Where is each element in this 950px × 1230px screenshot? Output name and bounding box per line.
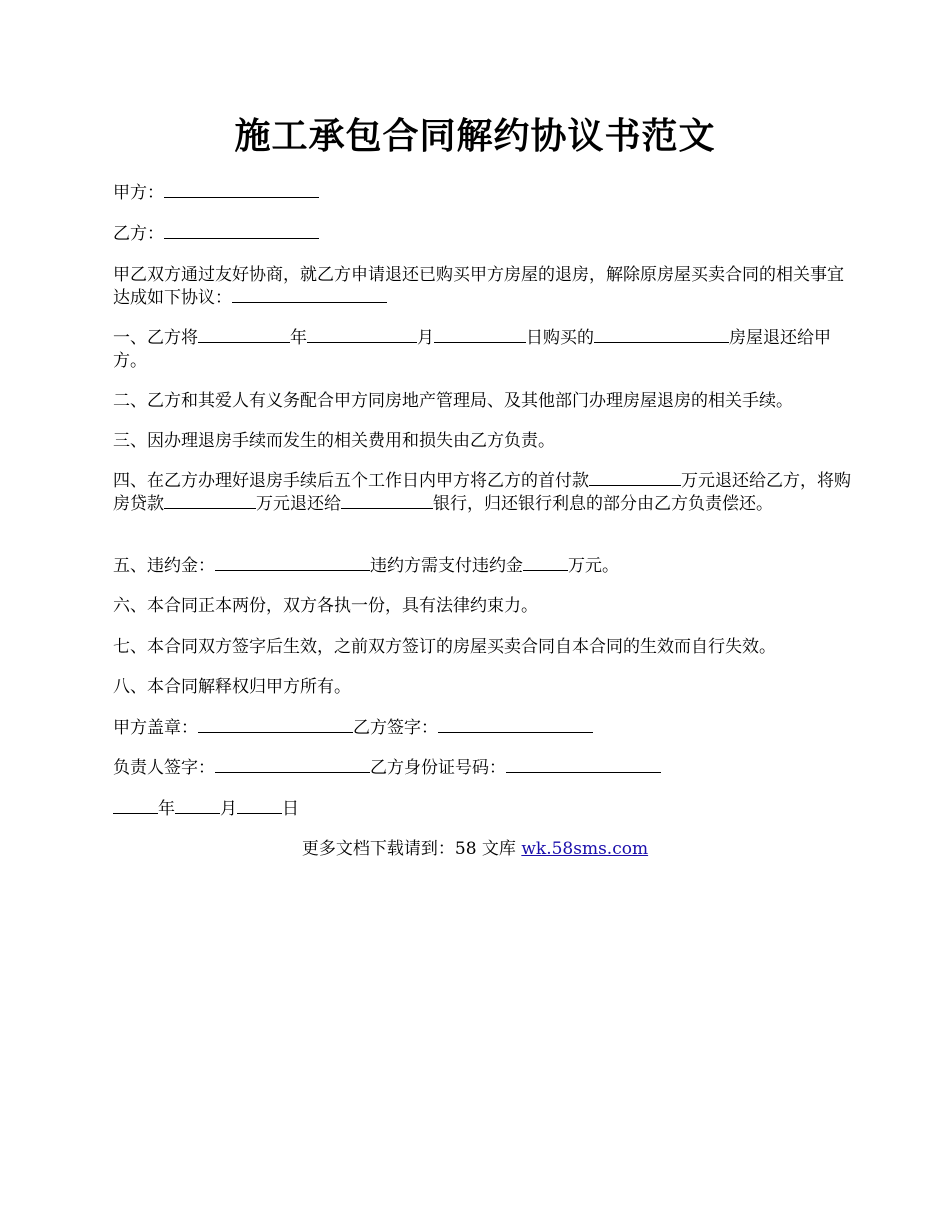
clause-5-amount-blank[interactable] (523, 555, 568, 571)
party-b-line (113, 223, 853, 246)
person-sign-blank[interactable] (215, 757, 370, 773)
clause-1-part-4: 日购买的 (526, 328, 594, 348)
clause-1-year-blank[interactable] (198, 327, 290, 343)
clause-5 (113, 555, 853, 578)
date-month-blank[interactable] (175, 798, 220, 814)
clause-5-part-1: 五、违约金： (113, 556, 215, 576)
clause-4-loan-blank[interactable] (164, 493, 256, 509)
footer-text: 更多文档下载请到：58 文库 (301, 839, 522, 859)
clause-4-downpayment-blank[interactable] (589, 470, 681, 486)
person-sign-label: 负责人签字： (113, 758, 215, 778)
party-a-blank[interactable] (164, 182, 319, 198)
clause-4-part-1: 四、在乙方办理好退房手续后五个工作日内甲方将乙方的首付款 (113, 471, 589, 491)
clause-4 (113, 470, 853, 516)
clause-1-part-1: 一、乙方将 (113, 328, 198, 348)
clause-4-part-4: 银行，归还银行利息的部分由乙方负责偿还。 (433, 494, 773, 514)
clause-5-penalty-blank[interactable] (215, 555, 370, 571)
clause-7: 七、本合同双方签字后生效，之前双方签订的房屋买卖合同自本合同的生效而自行失效。 (113, 637, 776, 657)
party-a-seal-blank[interactable] (198, 717, 353, 733)
date-day-label: 日 (282, 799, 299, 819)
signature-row-2 (113, 757, 853, 780)
intro-paragraph (113, 264, 853, 310)
date-row (113, 798, 853, 821)
intro-text: 甲乙双方通过友好协商，就乙方申请退还已购买甲方房屋的退房，解除原房屋买卖合同的相关事宜达成如下协议： (113, 265, 844, 308)
party-b-blank[interactable] (164, 223, 319, 239)
party-a-label: 甲方： (113, 183, 164, 203)
clause-8: 八、本合同解释权归甲方所有。 (113, 677, 351, 697)
clause-4-part-2: 万元退还给乙方，将购房贷款 (113, 471, 851, 514)
clause-3: 三、因办理退房手续而发生的相关费用和损失由乙方负责。 (113, 431, 555, 451)
date-day-blank[interactable] (237, 798, 282, 814)
clause-5-part-3: 万元。 (568, 556, 619, 576)
party-a-seal-label: 甲方盖章： (113, 718, 198, 738)
party-b-label: 乙方： (113, 224, 164, 244)
party-b-sign-label: 乙方签字： (353, 718, 438, 738)
clause-1-part-3: 月 (417, 328, 434, 348)
intro-blank[interactable] (232, 287, 387, 303)
party-a-line (113, 182, 853, 205)
clause-4-bank-blank[interactable] (341, 493, 433, 509)
clause-1-house-blank[interactable] (594, 327, 729, 343)
clause-6: 六、本合同正本两份，双方各执一份，具有法律约束力。 (113, 596, 538, 616)
clause-1-part-2: 年 (290, 328, 307, 348)
party-b-sign-blank[interactable] (438, 717, 593, 733)
clause-1-day-blank[interactable] (434, 327, 526, 343)
document-title: 施工承包合同解约协议书范文 (234, 115, 716, 157)
footer (0, 838, 950, 861)
date-year-label: 年 (158, 799, 175, 819)
date-month-label: 月 (220, 799, 237, 819)
clause-2: 二、乙方和其爱人有义务配合甲方同房地产管理局、及其他部门办理房屋退房的相关手续。 (113, 391, 793, 411)
clause-5-part-2: 违约方需支付违约金 (370, 556, 523, 576)
clause-4-part-3: 万元退还给 (256, 494, 341, 514)
date-year-blank[interactable] (113, 798, 158, 814)
party-b-id-label: 乙方身份证号码： (370, 758, 506, 778)
signature-row-1 (113, 717, 853, 740)
clause-1 (113, 327, 833, 373)
clause-1-part-5: 房屋退还给甲方。 (113, 328, 831, 371)
clause-1-month-blank[interactable] (307, 327, 417, 343)
footer-link[interactable]: wk.58sms.com (521, 839, 649, 859)
party-b-id-blank[interactable] (506, 757, 661, 773)
